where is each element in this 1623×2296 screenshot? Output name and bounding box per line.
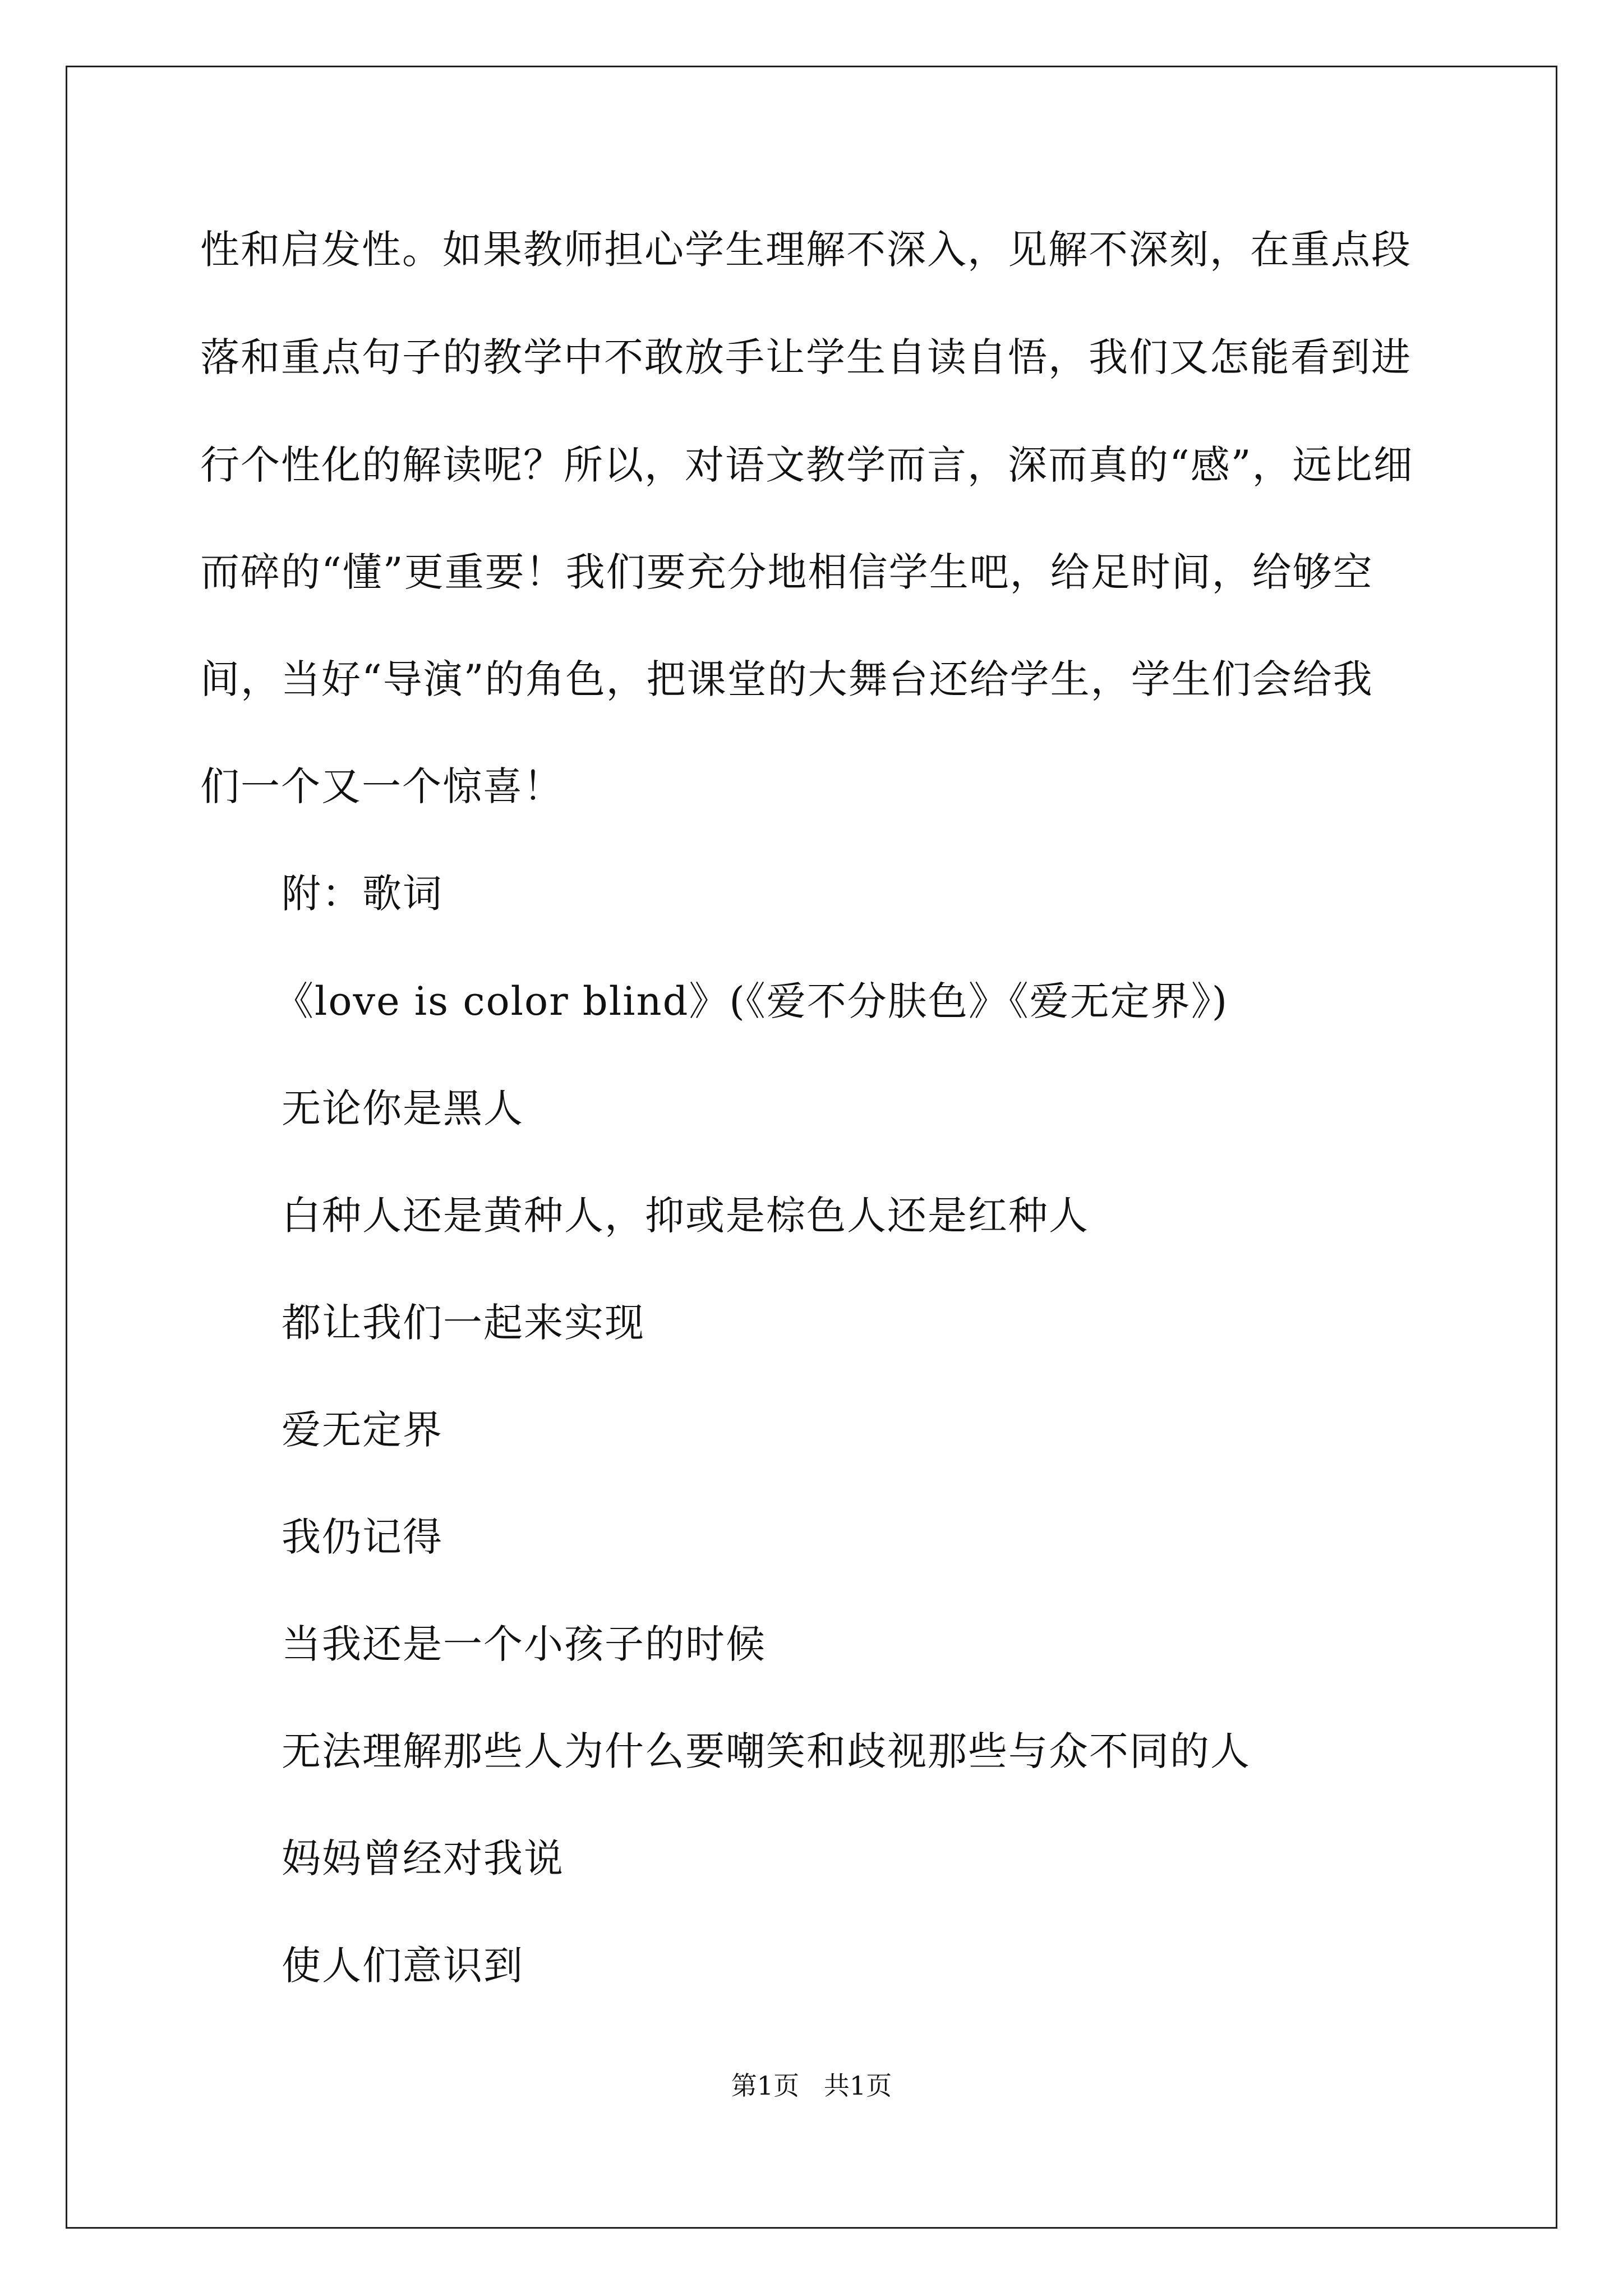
- body-line: 落和重点句子的教学中不敢放手让学生自读自悟，我们又怎能看到进: [200, 334, 1412, 380]
- lyric-line: 无法理解那些人为什么要嘲笑和歧视那些与众不同的人: [282, 1728, 1251, 1774]
- lyric-line: 爱无定界: [282, 1407, 443, 1453]
- lyric-line: 都让我们一起来实现: [282, 1300, 645, 1346]
- body-line: 们一个又一个惊喜！: [200, 763, 564, 809]
- body-line: 间，当好“导演”的角色，把课堂的大舞台还给学生，学生们会给我: [200, 656, 1373, 702]
- body-line: 性和启发性。如果教师担心学生理解不深入，见解不深刻，在重点段: [200, 227, 1412, 273]
- lyric-line: 使人们意识到: [282, 1943, 524, 1989]
- lyric-line: 我仍记得: [282, 1514, 443, 1560]
- lyric-line: 无论你是黑人: [282, 1085, 524, 1131]
- lyric-line: 白种人还是黄种人，抑或是棕色人还是红种人: [282, 1193, 1089, 1239]
- page-footer: 第1页 共1页: [731, 2070, 892, 2101]
- body-line: 而碎的“懂”更重要！我们要充分地相信学生吧，给足时间，给够空: [200, 549, 1373, 595]
- page-frame: [66, 66, 1557, 2229]
- song-title: 《love is color blind》(《爱不分肤色》《爱无定界》): [274, 978, 1229, 1024]
- appendix-heading: 附：歌词: [282, 871, 443, 917]
- body-line: 行个性化的解读呢？所以，对语文教学而言，深而真的“感”，远比细: [200, 442, 1414, 488]
- lyric-line: 妈妈曾经对我说: [282, 1835, 564, 1881]
- lyric-line: 当我还是一个小孩子的时候: [282, 1621, 766, 1667]
